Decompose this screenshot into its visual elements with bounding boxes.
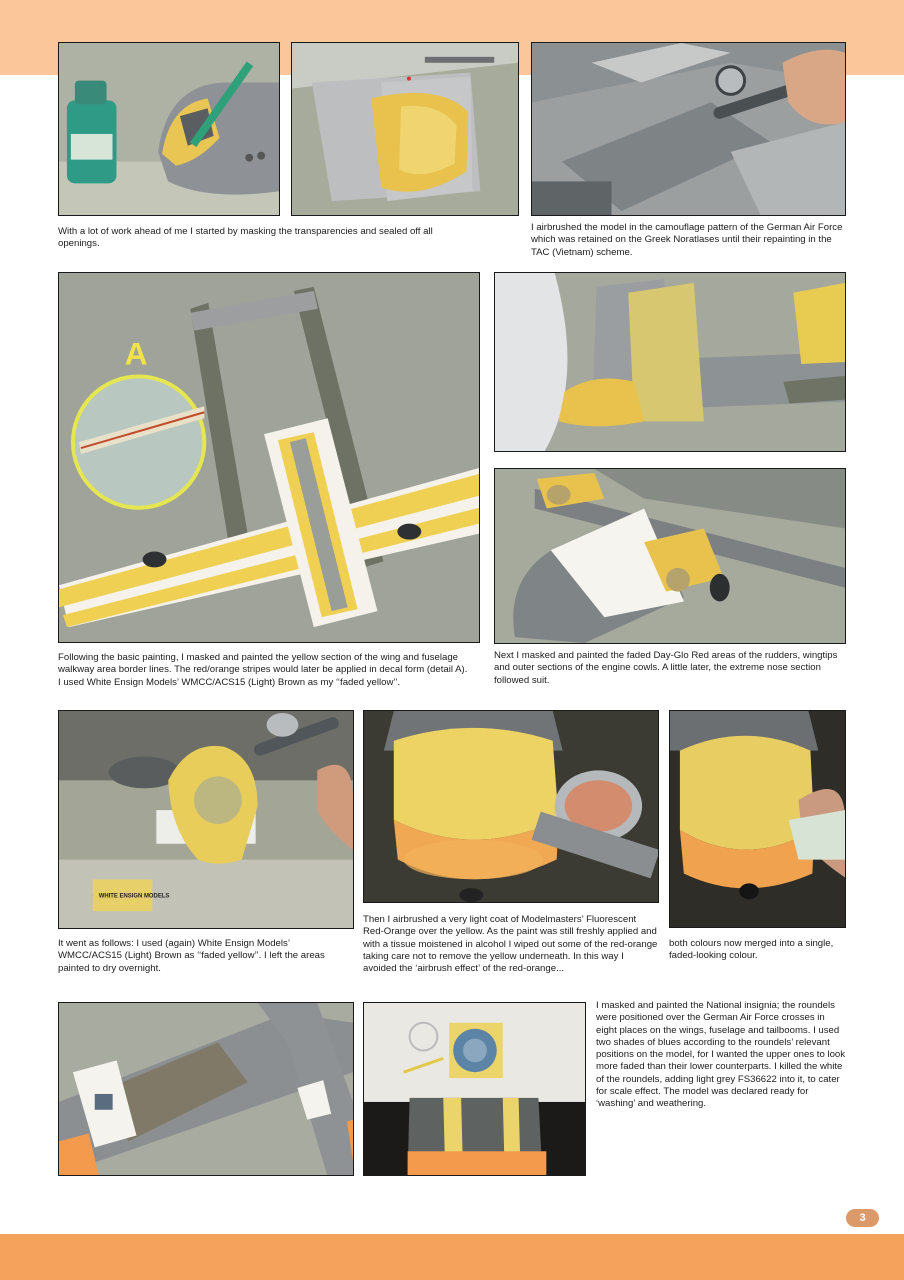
paint-tin-label: WHITE ENSIGN MODELS: [98, 893, 170, 900]
photo-walkway-border-lines: [58, 272, 480, 643]
caption-insignia: I masked and painted the National insignia; the roundels were positioned over the German Air Force crosses in eight places on the wings, fuselage and tailbooms. I used two shades of blues according to the roundels’ relevant positions on the model, for I wanted the upper ones to look more faded than their lower counterparts. I killed the white of the roundels, adding light grey FS36622 into it, to cater for scale effect. The model was declared ready for ‘washing’ and weathering.: [596, 1000, 846, 1110]
bottom-color-band: [0, 1234, 904, 1280]
caption-dayglo: Next I masked and painted the faded Day-Glo Red areas of the rudders, wingtips and outer sections of the engine cowls. A little later, the extreme nose section followed suit.: [494, 650, 838, 686]
photo-masking-cockpit: [58, 42, 280, 216]
caption-walkway: Following the basic painting, I masked and painted the yellow section of the wing and fuselage walkway area border lines. The red/orange stripes would later be applied in decal form (detail A). I used White Ensign Models’ WMCC/ACS15 (Light) Brown as my ‘‘faded yellow’’.: [58, 652, 468, 688]
photo-masked-nose: [291, 42, 519, 216]
photo-masked-rudder: [494, 272, 846, 452]
photo-faded-yellow-cowl: [58, 710, 354, 929]
page-number-badge: 3: [846, 1209, 879, 1227]
caption-faded-yellow: It went as follows: I used (again) White Ensign Models’ WMCC/ACS15 (Light) Brown as ‘‘faded yellow’’. I left the areas painted to dry overnight.: [58, 938, 325, 974]
photo-insignia-masking-wing: [58, 1002, 354, 1176]
caption-masking: With a lot of work ahead of me I started by masking the transparencies and sealed off all openings.: [58, 226, 433, 250]
caption-camouflage: I airbrushed the model in the camouflage pattern of the German Air Force which was retained on the Greek Noratlases until their repainting in the TAC (Vietnam) scheme.: [531, 222, 843, 258]
photo-airbrushing-red-orange: [363, 710, 659, 903]
caption-red-orange: Then I airbrushed a very light coat of Modelmasters’ Fluorescent Red-Orange over the yellow. As the paint was still freshly applied and with a tissue moistened in alcohol I wiped out some of the red-orange taking care not to remove the yellow underneath. In this way I avoided the ‘airbrush effect’ of the red-orange...: [363, 914, 658, 975]
photo-dayglo-masking: [494, 468, 846, 644]
photo-roundel-painting: [363, 1002, 586, 1176]
photo-airbrushing-camouflage: [531, 42, 846, 216]
detail-a-label: A: [124, 335, 148, 372]
caption-merged-colours: both colours now merged into a single, faded-looking colour.: [669, 938, 834, 962]
photo-merged-colours: [669, 710, 846, 928]
